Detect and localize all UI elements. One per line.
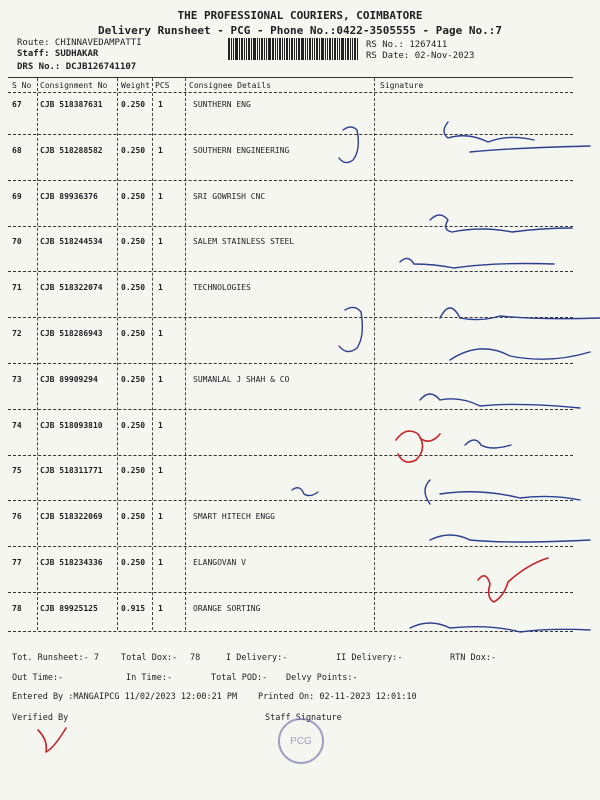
- row-consignee: ORANGE SORTING: [193, 604, 261, 613]
- row-separator: [8, 271, 573, 272]
- row-sno: 78: [12, 604, 22, 613]
- row-separator: [8, 546, 573, 547]
- row-pcs: 1: [158, 283, 163, 292]
- col-header-consignee: Consignee Details: [189, 81, 271, 90]
- barcode-bar: [305, 38, 306, 60]
- row-sno: 70: [12, 237, 22, 246]
- barcode-bar: [296, 38, 297, 60]
- row-pcs: 1: [158, 192, 163, 201]
- barcode-bar: [277, 38, 278, 60]
- row-consignment-no: CJB 518288582: [40, 146, 103, 155]
- row-consignment-no: CJB 518322069: [40, 512, 103, 521]
- barcode-bar: [357, 38, 358, 60]
- row-pcs: 1: [158, 558, 163, 567]
- row-consignee: SRI GOWRISH CNC: [193, 192, 266, 201]
- row-pcs: 1: [158, 100, 163, 109]
- barcode-bar: [241, 38, 243, 60]
- row-consignee: SOUTHERN ENGINEERING: [193, 146, 290, 155]
- row-sno: 69: [12, 192, 22, 201]
- row-pcs: 1: [158, 375, 163, 384]
- col-header-sno: S No: [12, 81, 32, 90]
- barcode-bar: [321, 38, 324, 60]
- barcode-bar: [261, 38, 263, 60]
- barcode-bar: [244, 38, 245, 60]
- staff-label: Staff: SUDHAKAR: [17, 49, 99, 59]
- col-header-pcs: PCS: [155, 81, 170, 90]
- signature-mark: [339, 307, 362, 351]
- table-bottom-rule: [8, 631, 573, 632]
- row-pcs: 1: [158, 512, 163, 521]
- row-weight: 0.250: [121, 283, 146, 292]
- total-runsheet: Tot. Runsheet:- 7: [12, 653, 99, 663]
- row-sno: 74: [12, 421, 22, 430]
- barcode-bar: [239, 38, 240, 60]
- row-separator: [8, 592, 573, 593]
- rtn-dox: RTN Dox:-: [450, 653, 497, 663]
- barcode-bar: [235, 38, 238, 60]
- signature-mark: [430, 535, 590, 542]
- row-sno: 76: [12, 512, 22, 521]
- barcode-bar: [291, 38, 293, 60]
- row-weight: 0.250: [121, 558, 146, 567]
- barcode-bar: [268, 38, 271, 60]
- row-pcs: 1: [158, 466, 163, 475]
- barcode-bar: [341, 38, 344, 60]
- barcode-bar: [345, 38, 346, 60]
- barcode-bar: [272, 38, 274, 60]
- row-sno: 77: [12, 558, 22, 567]
- barcode-bar: [352, 38, 353, 60]
- barcode-bar: [275, 38, 276, 60]
- row-weight: 0.250: [121, 466, 146, 475]
- barcode-bar: [251, 38, 252, 60]
- row-separator: [8, 363, 573, 364]
- barcode-bar: [354, 38, 356, 60]
- row-consignment-no: CJB 518387631: [40, 100, 103, 109]
- column-divider: [185, 78, 186, 630]
- row-consignment-no: CJB 518093810: [40, 421, 103, 430]
- rs-date: RS Date: 02-Nov-2023: [366, 51, 475, 61]
- barcode: [228, 38, 358, 60]
- row-pcs: 1: [158, 421, 163, 430]
- staff-signature-label: Staff Signature: [265, 713, 342, 723]
- out-time: Out Time:-: [12, 673, 64, 683]
- col-header-consignment: Consignment No: [40, 81, 108, 90]
- barcode-bar: [339, 38, 340, 60]
- barcode-bar: [301, 38, 304, 60]
- barcode-bar: [284, 38, 285, 60]
- row-consignee: SUNTHERN ENG: [193, 100, 251, 109]
- total-dox-label: Total Dox:-: [121, 653, 178, 663]
- rs-number: RS No.: 1267411: [366, 40, 448, 50]
- barcode-bar: [332, 38, 333, 60]
- signature-mark: [292, 488, 318, 496]
- barcode-bar: [279, 38, 281, 60]
- barcode-bar: [266, 38, 267, 60]
- route-label: Route: CHINNAVEDAMPATTI: [17, 38, 142, 48]
- barcode-bar: [257, 38, 258, 60]
- row-consignment-no: CJB 89909294: [40, 375, 98, 384]
- barcode-bar: [248, 38, 250, 60]
- printed-on: Printed On: 02-11-2023 12:01:10: [258, 692, 417, 702]
- row-consignee: SALEM STAINLESS STEEL: [193, 237, 295, 246]
- row-separator: [8, 226, 573, 227]
- col-header-weight: Weight: [121, 81, 150, 90]
- delvy-points: Delvy Points:-: [286, 673, 358, 683]
- row-consignment-no: CJB 518234336: [40, 558, 103, 567]
- barcode-bar: [286, 38, 289, 60]
- row-pcs: 1: [158, 146, 163, 155]
- row-sno: 71: [12, 283, 22, 292]
- barcode-bar: [319, 38, 320, 60]
- total-pod: Total POD:-: [211, 673, 268, 683]
- barcode-bar: [259, 38, 260, 60]
- barcode-bar: [264, 38, 265, 60]
- barcode-bar: [282, 38, 283, 60]
- row-consignment-no: CJB 518311771: [40, 466, 103, 475]
- column-divider: [374, 78, 375, 630]
- barcode-bar: [289, 38, 290, 60]
- pcg-stamp: PCG: [278, 718, 324, 764]
- row-weight: 0.915: [121, 604, 146, 613]
- row-pcs: 1: [158, 237, 163, 246]
- entered-by: Entered By :MANGAIPCG 11/02/2023 12:00:21 PM: [12, 692, 238, 702]
- barcode-bar: [253, 38, 256, 60]
- row-pcs: 1: [158, 604, 163, 613]
- row-weight: 0.250: [121, 329, 146, 338]
- ii-delivery: II Delivery:-: [336, 653, 403, 663]
- row-weight: 0.250: [121, 421, 146, 430]
- row-separator: [8, 134, 573, 135]
- barcode-bar: [327, 38, 328, 60]
- row-separator: [8, 500, 573, 501]
- barcode-bar: [316, 38, 318, 60]
- barcode-bar: [228, 38, 230, 60]
- signature-mark: [420, 434, 440, 441]
- row-sno: 68: [12, 146, 22, 155]
- column-divider: [152, 78, 153, 630]
- row-consignment-no: CJB 89925125: [40, 604, 98, 613]
- header-bottom-rule: [8, 92, 573, 93]
- barcode-bar: [246, 38, 247, 60]
- row-consignment-no: CJB 518244534: [40, 237, 103, 246]
- barcode-bar: [325, 38, 326, 60]
- barcode-bar: [329, 38, 331, 60]
- drs-number: DRS No.: DCJB126741107: [17, 62, 137, 72]
- barcode-bar: [233, 38, 234, 60]
- signature-mark: [339, 127, 358, 163]
- column-divider: [117, 78, 118, 630]
- barcode-bar: [294, 38, 295, 60]
- row-consignee: SUMANLAL J SHAH & CO: [193, 375, 290, 384]
- barcode-bar: [337, 38, 338, 60]
- barcode-bar: [347, 38, 349, 60]
- row-weight: 0.250: [121, 512, 146, 521]
- i-delivery: I Delivery:-: [226, 653, 288, 663]
- row-weight: 0.250: [121, 237, 146, 246]
- signature-mark: [400, 258, 554, 268]
- signature-mark: [38, 728, 66, 752]
- row-sno: 75: [12, 466, 22, 475]
- signature-mark: [396, 431, 423, 462]
- row-separator: [8, 409, 573, 410]
- barcode-bar: [298, 38, 300, 60]
- barcode-bar: [307, 38, 308, 60]
- row-weight: 0.250: [121, 192, 146, 201]
- col-header-signature: Signature: [380, 81, 424, 90]
- row-weight: 0.250: [121, 100, 146, 109]
- row-sno: 72: [12, 329, 22, 338]
- row-consignee: TECHNOLOGIES: [193, 283, 251, 292]
- row-consignee: ELANGOVAN V: [193, 558, 246, 567]
- signature-mark: [420, 394, 580, 408]
- barcode-bar: [309, 38, 311, 60]
- row-consignment-no: CJB 518286943: [40, 329, 103, 338]
- row-separator: [8, 455, 573, 456]
- row-separator: [8, 180, 573, 181]
- column-divider: [37, 78, 38, 630]
- barcode-bar: [334, 38, 336, 60]
- row-pcs: 1: [158, 329, 163, 338]
- signature-mark: [430, 215, 572, 232]
- signature-mark: [450, 349, 590, 360]
- signature-mark: [444, 122, 590, 152]
- row-sno: 67: [12, 100, 22, 109]
- row-weight: 0.250: [121, 375, 146, 384]
- row-separator: [8, 317, 573, 318]
- barcode-bar: [350, 38, 351, 60]
- row-consignment-no: CJB 518322074: [40, 283, 103, 292]
- verified-by-label: Verified By: [12, 713, 69, 723]
- header-top-rule: [8, 77, 573, 78]
- row-sno: 73: [12, 375, 22, 384]
- runsheet-subtitle: Delivery Runsheet - PCG - Phone No.:0422-3505555 - Page No.:7: [98, 24, 502, 37]
- row-consignee: SMART HITECH ENGG: [193, 512, 275, 521]
- in-time: In Time:-: [126, 673, 173, 683]
- signature-mark: [478, 558, 548, 602]
- signature-mark: [465, 440, 511, 448]
- barcode-bar: [314, 38, 315, 60]
- company-name: THE PROFESSIONAL COURIERS, COIMBATORE: [177, 9, 423, 22]
- row-consignment-no: CJB 89936376: [40, 192, 98, 201]
- barcode-bar: [312, 38, 313, 60]
- barcode-bar: [231, 38, 232, 60]
- total-dox-value: 78: [190, 653, 201, 663]
- row-weight: 0.250: [121, 146, 146, 155]
